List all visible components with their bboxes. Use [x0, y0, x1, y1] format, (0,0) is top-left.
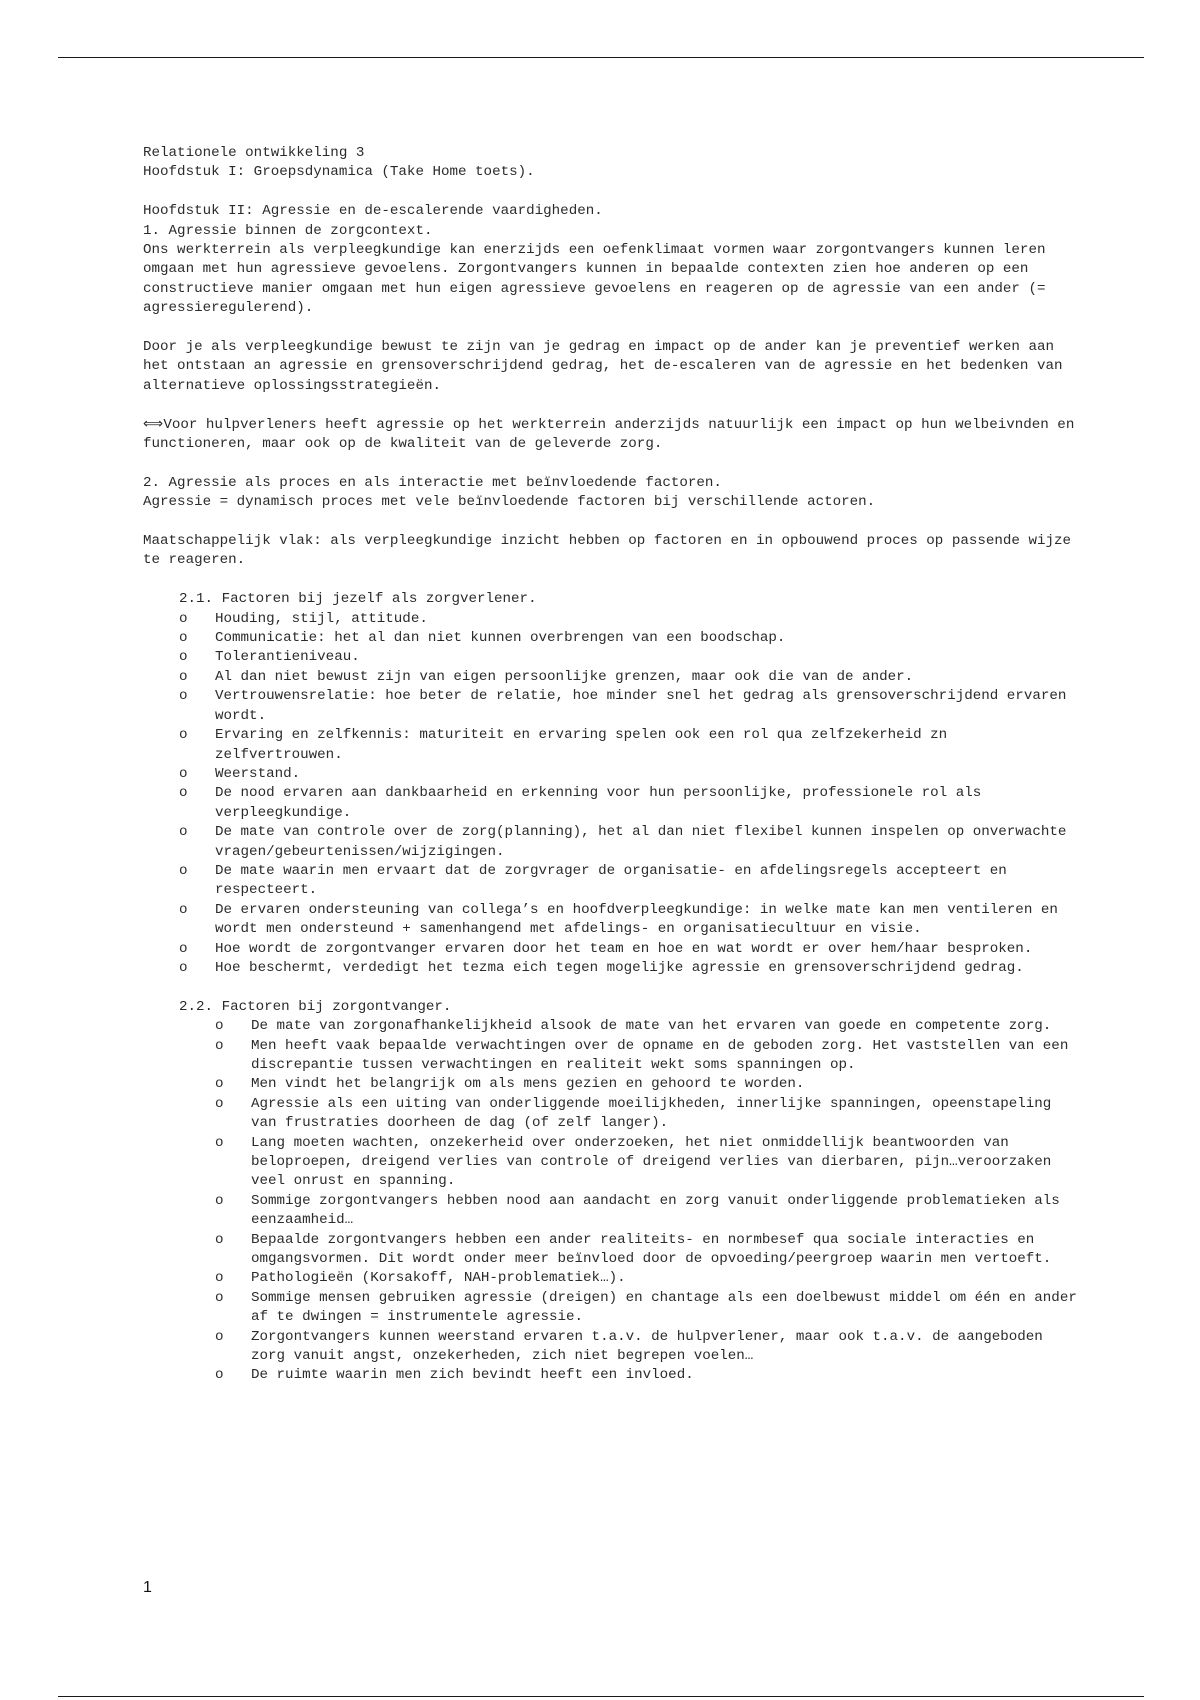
list-item	[179, 823, 1083, 862]
list-item	[215, 1289, 1083, 1328]
bullet-icon: o	[179, 649, 188, 666]
bullet-icon: o	[215, 1134, 224, 1151]
bullet-icon: o	[179, 630, 188, 647]
list-item-text: De nood ervaren aan dankbaarheid en erkenning voor hun persoonlijke, professionele rol als verpleegkundige.	[215, 785, 982, 821]
list-item	[179, 959, 1083, 978]
list-item	[215, 1134, 1083, 1192]
list-item-text: De ruimte waarin men zich bevindt heeft een invloed.	[251, 1367, 694, 1384]
list-item-text: Tolerantieniveau.	[215, 649, 360, 666]
list-item-text: De mate waarin men ervaart dat de zorgvrager de organisatie- en afdelingsregels accepteert en respecteert.	[215, 862, 1007, 899]
list-item	[215, 1017, 1083, 1036]
bullet-icon: o	[215, 1076, 224, 1093]
double-arrow-icon: ⟺	[143, 416, 164, 433]
list-item	[215, 1269, 1083, 1288]
paragraph-3-text: Voor hulpverleners heeft agressie op het werkterrein anderzijds natuurlijk een impact op hun welbeivnden en functioneren, maar ook op de kwaliteit van de geleverde zorg.	[143, 416, 1083, 453]
footer-rule	[58, 1696, 1144, 1697]
paragraph-2: Door je als verpleegkundige bewust te zijn van je gedrag en impact op de ander kan je preventief werken aan het ontstaan an agressie en grensoverschrijdend gedrag, het de-escaleren van de agressie en het bedenken van alternatieve oplossingsstrategieën.	[143, 339, 1072, 394]
factor-list-care-recipient	[143, 1017, 1083, 1386]
page-number: 1	[143, 1579, 152, 1596]
paragraph-1: Ons werkterrein als verpleegkundige kan enerzijds een oefenklimaat vormen waar zorgontvangers kunnen leren omgaan met hun agressieve gevoelens. Zorgontvangers kunnen in bepaalde contexten zien hoe anderen op een constructieve manier omgaan met hun eigen agressieve gevoelens en reageren op de agressie van een ander (= agressieregulerend).	[143, 242, 1054, 317]
list-item	[179, 765, 1083, 784]
list-item-text: Men vindt het belangrijk om als mens gezien en gehoord te worden.	[251, 1076, 805, 1093]
paragraph-3	[143, 416, 1083, 455]
bullet-icon: o	[179, 940, 188, 957]
list-item-text: Houding, stijl, attitude.	[215, 610, 428, 627]
list-item-text: De mate van controle over de zorg(planning), het al dan niet flexibel kunnen inspelen op onverwachte vragen/gebeurtenissen/wijzigingen.	[215, 824, 1067, 860]
chapter1-title: Hoofdstuk I: Groepsdynamica (Take Home toets).	[143, 164, 535, 181]
list-item	[215, 1095, 1083, 1134]
bullet-icon: o	[215, 1192, 224, 1209]
list-item-text: Hoe beschermt, verdedigt het tezma eich tegen mogelijke agressie en grensoverschrijdend gedrag.	[215, 959, 1024, 976]
bullet-icon: o	[179, 688, 188, 705]
document-page	[143, 144, 1083, 1386]
list-item	[179, 940, 1083, 959]
list-item-text: Hoe wordt de zorgontvanger ervaren door het team en hoe en wat wordt er over hem/haar besproken.	[215, 940, 1033, 957]
list-item-text: Agressie als een uiting van onderliggende moeilijkheden, innerlijke spanningen, opeenstapeling van frustraties doorheen de dag (of zelf langer).	[251, 1095, 1052, 1132]
bullet-icon: o	[215, 1367, 224, 1384]
list-item	[179, 687, 1083, 726]
bullet-icon: o	[215, 1037, 224, 1054]
bullet-icon: o	[215, 1231, 224, 1248]
bullet-icon: o	[179, 727, 188, 744]
list-item	[179, 784, 1083, 823]
course-title: Relationele ontwikkeling 3	[143, 145, 365, 161]
bullet-icon: o	[215, 1095, 224, 1112]
subsection-2-2-title: 2.2. Factoren bij zorgontvanger.	[179, 998, 452, 1015]
list-item-text: Pathologieën (Korsakoff, NAH-problematiek…).	[251, 1270, 626, 1287]
header-rule	[58, 57, 1144, 58]
list-item	[215, 1328, 1083, 1367]
factor-list-caregiver	[143, 610, 1083, 979]
list-item-text: Men heeft vaak bepaalde verwachtingen over de opname en de geboden zorg. Het vaststellen van een discrepantie tussen verwachtingen en realiteit wekt soms spanningen op.	[251, 1037, 1069, 1073]
bullet-icon: o	[215, 1270, 224, 1287]
bullet-icon: o	[179, 668, 188, 685]
list-item	[215, 1075, 1083, 1094]
bullet-icon: o	[179, 824, 188, 841]
list-item	[179, 862, 1083, 901]
list-item	[179, 648, 1083, 667]
subsection-2-1-title: 2.1. Factoren bij jezelf als zorgverlener.	[179, 591, 537, 608]
list-item-text: Vertrouwensrelatie: hoe beter de relatie, hoe minder snel het gedrag als grensoverschrijdend ervaren wordt.	[215, 688, 1067, 724]
list-item	[215, 1231, 1083, 1270]
list-item-text: Sommige zorgontvangers hebben nood aan aandacht en zorg vanuit onderliggende problematieken als eenzaamheid…	[251, 1192, 1060, 1229]
list-item-text: De ervaren ondersteuning van collega’s en hoofdverpleegkundige: in welke mate kan men ventileren en wordt men ondersteund + samenhangend met afdelings- en organisatiecultuur en visie.	[215, 901, 1058, 938]
list-item	[179, 726, 1083, 765]
list-item-text: Zorgontvangers kunnen weerstand ervaren t.a.v. de hulpverlener, maar ook t.a.v. de aangeboden zorg vanuit angst, onzekerheden, zich niet begrepen voelen…	[251, 1328, 1043, 1365]
bullet-icon: o	[179, 901, 188, 918]
list-item	[179, 629, 1083, 648]
section2-definition: Agressie = dynamisch proces met vele beïnvloedende factoren bij verschillende actoren.	[143, 494, 876, 511]
bullet-icon: o	[179, 765, 188, 782]
list-item-text: Sommige mensen gebruiken agressie (dreigen) en chantage als een doelbewust middel om één en ander af te dwingen = instrumentele agressie.	[251, 1289, 1077, 1326]
list-item	[179, 901, 1083, 940]
paragraph-4: Maatschappelijk vlak: als verpleegkundige inzicht hebben op factoren en in opbouwend proces op passende wijze te reageren.	[143, 533, 1080, 569]
list-item	[179, 668, 1083, 687]
bullet-icon: o	[215, 1289, 224, 1306]
bullet-icon: o	[215, 1018, 224, 1035]
list-item-text: Communicatie: het al dan niet kunnen overbrengen van een boodschap.	[215, 630, 786, 647]
list-item-text: De mate van zorgonafhankelijkheid alsook de mate van het ervaren van goede en competente zorg.	[251, 1018, 1052, 1035]
list-item-text: Al dan niet bewust zijn van eigen persoonlijke grenzen, maar ook die van de ander.	[215, 668, 914, 685]
section2-title: 2. Agressie als proces en als interactie met beïnvloedende factoren.	[143, 474, 722, 491]
list-item-text: Ervaring en zelfkennis: maturiteit en ervaring spelen ook een rol qua zelfzekerheid zn zelfvertrouwen.	[215, 727, 948, 763]
list-item-text: Bepaalde zorgontvangers hebben een ander realiteits- en normbesef qua sociale interacties en omgangsvormen. Dit wordt onder meer beïnvloed door de opvoeding/peergroep waarin men vertoeft.	[251, 1231, 1052, 1268]
list-item	[215, 1037, 1083, 1076]
list-item	[215, 1366, 1083, 1385]
section1-title: 1. Agressie binnen de zorgcontext.	[143, 222, 433, 239]
bullet-icon: o	[179, 610, 188, 627]
list-item	[179, 610, 1083, 629]
list-item-text: Weerstand.	[215, 765, 301, 782]
chapter2-title: Hoofdstuk II: Agressie en de-escalerende vaardigheden.	[143, 203, 603, 220]
bullet-icon: o	[215, 1328, 224, 1345]
bullet-icon: o	[179, 862, 188, 879]
list-item	[215, 1192, 1083, 1231]
list-item-text: Lang moeten wachten, onzekerheid over onderzoeken, het niet onmiddellijk beantwoorden van beloproepen, dreigend verlies van controle of dreigend verlies van dierbaren, pijn…veroorzaken veel onrust en spanning.	[251, 1134, 1052, 1190]
bullet-icon: o	[179, 959, 188, 976]
bullet-icon: o	[179, 785, 188, 802]
